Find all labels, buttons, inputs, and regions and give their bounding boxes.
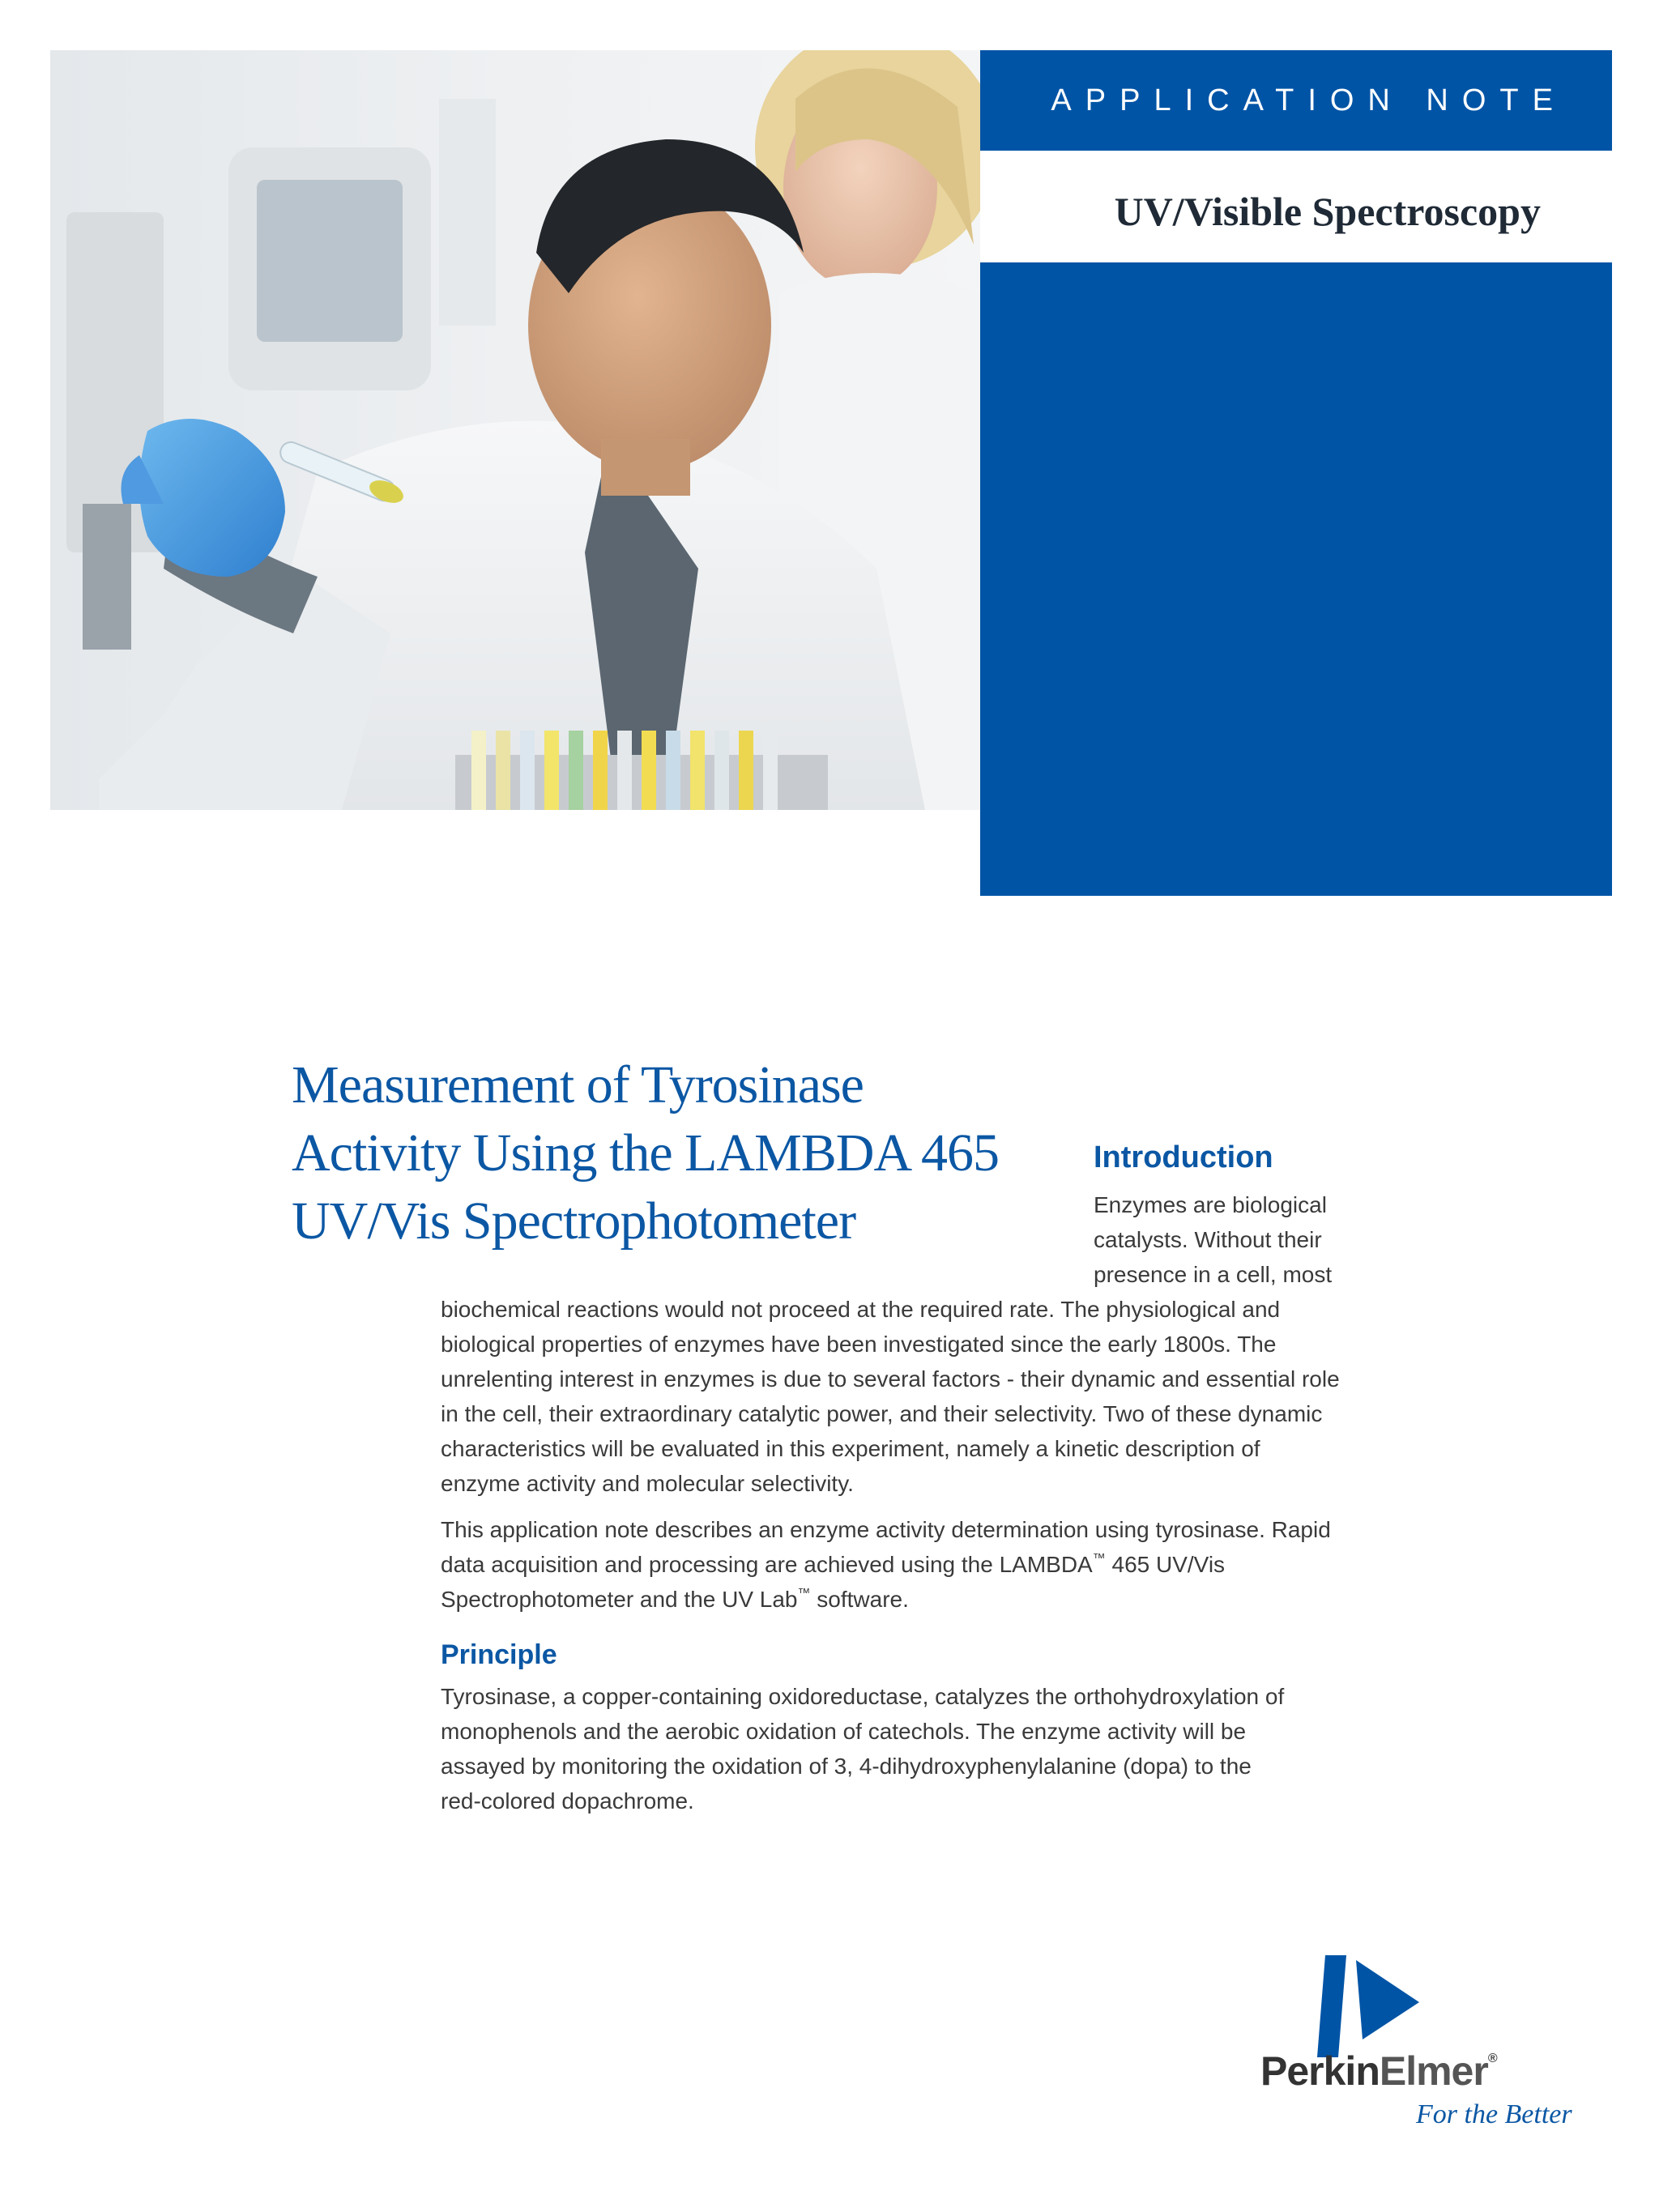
text-line: Tyrosinase, a copper-containing oxidoreductase, catalyzes the orthohydroxylation of: [441, 1684, 1285, 1709]
brand-elmer: Elmer: [1379, 2048, 1488, 2094]
text-line: assayed by monitoring the oxidation of 3, 4-dihydroxyphenylalanine (dopa) to the: [441, 1754, 1252, 1779]
header-photo: [50, 50, 980, 810]
category-band: [980, 151, 1612, 262]
text-line: Enzymes are biological: [1094, 1192, 1327, 1217]
text-line: enzyme activity and molecular selectivity.: [441, 1471, 854, 1496]
blue-panel: [980, 262, 1612, 896]
category-title: UV/Visible Spectroscopy: [1114, 189, 1541, 234]
registered-mark: ®: [1487, 2052, 1497, 2065]
lab-scene-illustration: [50, 50, 980, 810]
text-span: data acquisition and processing are achieved using the LAMBDA: [441, 1552, 1093, 1577]
brand-wordmark: [1260, 2048, 1497, 2095]
body-text: [441, 1292, 1356, 1830]
principle-paragraph: [441, 1679, 1356, 1818]
introduction-paragraph-1: [441, 1292, 1356, 1501]
text-line: biological properties of enzymes have been investigated since the early 1800s. The: [441, 1332, 1277, 1357]
text-span: software.: [810, 1587, 909, 1612]
text-line: in the cell, their extraordinary catalytic power, and their selectivity. Two of these dynamic: [441, 1401, 1323, 1426]
text-line: [441, 1582, 1356, 1617]
title-line: UV/Vis Spectrophotometer: [292, 1191, 856, 1251]
text-line: This application note describes an enzyme activity determination using tyrosinase. Rapid: [441, 1517, 1331, 1542]
text-span: Spectrophotometer and the UV Lab: [441, 1587, 798, 1612]
text-line: unrelenting interest in enzymes is due to several factors - their dynamic and essential role: [441, 1366, 1340, 1392]
text-line: [441, 1547, 1356, 1582]
trademark-symbol: ™: [1092, 1552, 1106, 1566]
brand-tagline: For the Better: [1416, 2099, 1572, 2129]
text-line: red-colored dopachrome.: [441, 1788, 694, 1813]
introduction-side-text: [1094, 1187, 1361, 1292]
text-line: monophenols and the aerobic oxidation of catechols. The enzyme activity will be: [441, 1719, 1247, 1744]
introduction-heading: Introduction: [1094, 1140, 1273, 1174]
application-note-label: APPLICATION NOTE: [1051, 83, 1567, 117]
document-title: [292, 1051, 1061, 1255]
principle-heading: Principle: [441, 1639, 557, 1670]
text-span: 465 UV/Vis: [1105, 1552, 1226, 1577]
introduction-paragraph-2: [441, 1512, 1356, 1617]
text-line: characteristics will be evaluated in this experiment, namely a kinetic description of: [441, 1436, 1260, 1461]
text-line: presence in a cell, most: [1094, 1262, 1333, 1287]
text-line: catalysts. Without their: [1094, 1227, 1322, 1252]
application-note-bar: [980, 50, 1612, 151]
trademark-symbol: ™: [797, 1587, 811, 1600]
brand-perkin: Perkin: [1260, 2048, 1380, 2094]
text-line: biochemical reactions would not proceed at the required rate. The physiological and: [441, 1297, 1281, 1322]
title-line: Measurement of Tyrosinase: [292, 1055, 864, 1115]
title-line: Activity Using the LAMBDA 465: [292, 1123, 999, 1183]
